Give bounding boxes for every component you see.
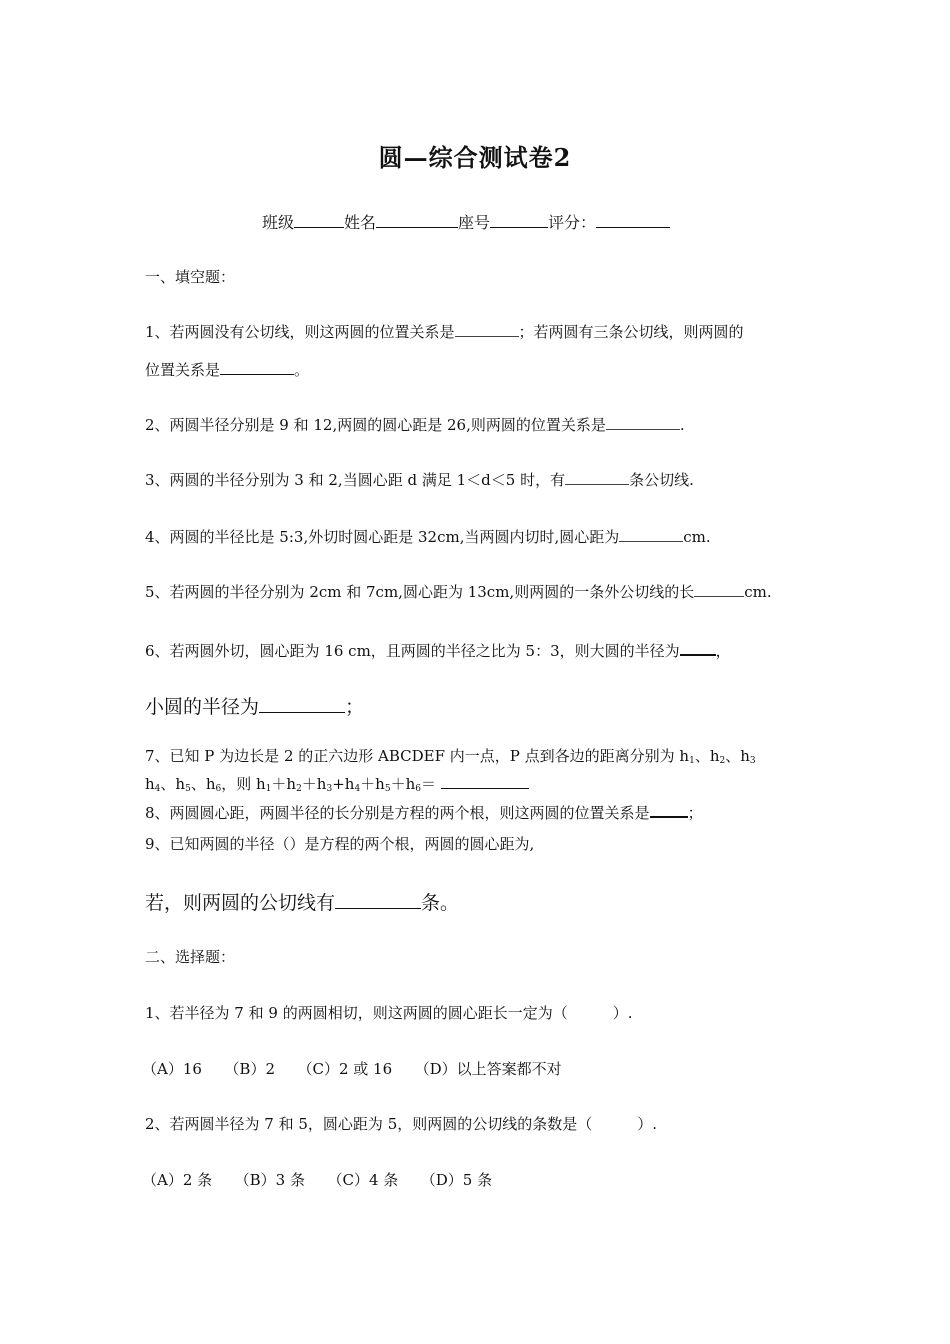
name-label: 姓名 xyxy=(344,213,377,232)
question-3 xyxy=(145,470,694,490)
q9-text-c: 条。 xyxy=(421,892,460,914)
q6-text-b: ， xyxy=(715,642,731,660)
question-1-line-2 xyxy=(145,358,309,380)
q9-text-b: 若，则两圆的公切线有 xyxy=(145,892,336,914)
section-heading-multiple-choice: 二、选择题： xyxy=(145,948,236,966)
choice-question-1-options[interactable]: （A）16 （B）2 （C）2 或 16 （D）以上答案都不对 xyxy=(142,1060,562,1078)
q4-text-a: 4、两圆的半径比是 5:3,外切时圆心距是 32cm,当两圆内切时,圆心距为 xyxy=(145,528,620,546)
student-info-line xyxy=(262,210,670,233)
q8-text-b: ； xyxy=(687,804,703,822)
seat-blank[interactable] xyxy=(490,211,548,228)
seat-label: 座号 xyxy=(458,213,491,232)
q1-text-d: 。 xyxy=(294,361,310,379)
q5-text-b: cm. xyxy=(744,583,772,601)
question-8 xyxy=(145,800,703,823)
class-blank[interactable] xyxy=(294,211,344,228)
name-blank[interactable] xyxy=(376,211,458,228)
question-1-line-1 xyxy=(145,322,744,342)
q2-text-a: 2、两圆半径分别是 9 和 12,两圆的圆心距是 26,则两圆的位置关系是 xyxy=(145,416,606,434)
q6-text-c: 小圆的半径为 xyxy=(145,696,260,718)
question-7-line-1: 7、已知 P 为边长是 2 的正六边形 ABCDEF 内一点，P 点到各边的距离分别为 $h_1$、$h_2$、$h_3$ xyxy=(145,747,756,766)
q7-text-d: ＝ xyxy=(420,775,436,793)
score-label: 评分： xyxy=(548,213,597,232)
q4-blank[interactable] xyxy=(619,527,683,542)
question-9-line-2 xyxy=(145,888,459,915)
q1-text-a: 1、若两圆没有公切线，则这两圆的位置关系是 xyxy=(145,323,455,341)
question-2 xyxy=(145,415,685,435)
page-title: 圆—综合测试卷2 xyxy=(378,143,572,172)
q1-blank-2[interactable] xyxy=(220,358,294,375)
q3-blank[interactable] xyxy=(565,470,629,485)
q8-text-a: 8、两圆圆心距，两圆半径的长分别是方程的两个根，则这两圆的位置关系是 xyxy=(145,804,650,822)
q6-blank-1[interactable] xyxy=(680,638,716,656)
choice-question-2: 2、若两圆半径为 7 和 5，圆心距为 5，则两圆的公切线的条数是（ ）. xyxy=(145,1115,658,1133)
q6-text-d: ； xyxy=(345,696,365,718)
q1-text-b: ；若两圆有三条公切线，则两圆的 xyxy=(518,323,744,341)
q6-text-a: 6、若两圆外切，圆心距为 16 cm，且两圆的半径之比为 5：3，则大圆的半径为 xyxy=(145,642,680,660)
score-blank[interactable] xyxy=(596,211,670,228)
q2-blank[interactable] xyxy=(606,415,680,430)
q4-text-b: cm. xyxy=(683,528,711,546)
q9-blank[interactable] xyxy=(335,888,421,909)
q7-text-c: ，则 h xyxy=(221,775,266,793)
q8-blank[interactable] xyxy=(650,800,688,818)
class-label: 班级 xyxy=(262,213,295,232)
q7-blank[interactable] xyxy=(441,772,529,789)
choice-question-1: 1、若半径为 7 和 9 的两圆相切，则这两圆的圆心距长一定为（ ）. xyxy=(145,1004,633,1022)
q3-text-a: 3、两圆的半径分别为 3 和 2,当圆心距 d 满足 1＜d＜5 时，有 xyxy=(145,471,566,489)
question-4 xyxy=(145,527,711,547)
q7-text-a: 7、已知 P 为边长是 2 的正六边形 ABCDEF 内一点，P 点到各边的距离分别为 h xyxy=(145,747,690,765)
q1-text-c: 位置关系是 xyxy=(145,361,221,379)
q3-text-b: 条公切线. xyxy=(629,471,694,489)
q1-blank-1[interactable] xyxy=(455,322,519,337)
section-heading-fill-in: 一、填空题： xyxy=(145,268,236,286)
q7-text-b: h xyxy=(145,775,155,793)
q5-text-a: 5、若两圆的半径分别为 2cm 和 7cm,圆心距为 13cm,则两圆的一条外公切线的长 xyxy=(145,583,695,601)
question-9-line-1: 9、已知两圆的半径（）是方程的两个根，两圆的圆心距为, xyxy=(145,835,535,853)
question-6-line-2 xyxy=(145,692,364,719)
question-7-line-2: $h_4$、$h_5$、$h_6$，则 $h_1+h_2+h_3+h_4+h_5+h_6=$ xyxy=(145,772,529,799)
question-5 xyxy=(145,582,772,602)
q2-text-b: . xyxy=(679,416,685,434)
choice-question-2-options[interactable]: （A）2 条 （B）3 条 （C）4 条 （D）5 条 xyxy=(142,1171,493,1189)
q5-blank[interactable] xyxy=(694,582,744,597)
question-6-line-1 xyxy=(145,638,731,661)
q6-blank-2[interactable] xyxy=(259,692,345,713)
